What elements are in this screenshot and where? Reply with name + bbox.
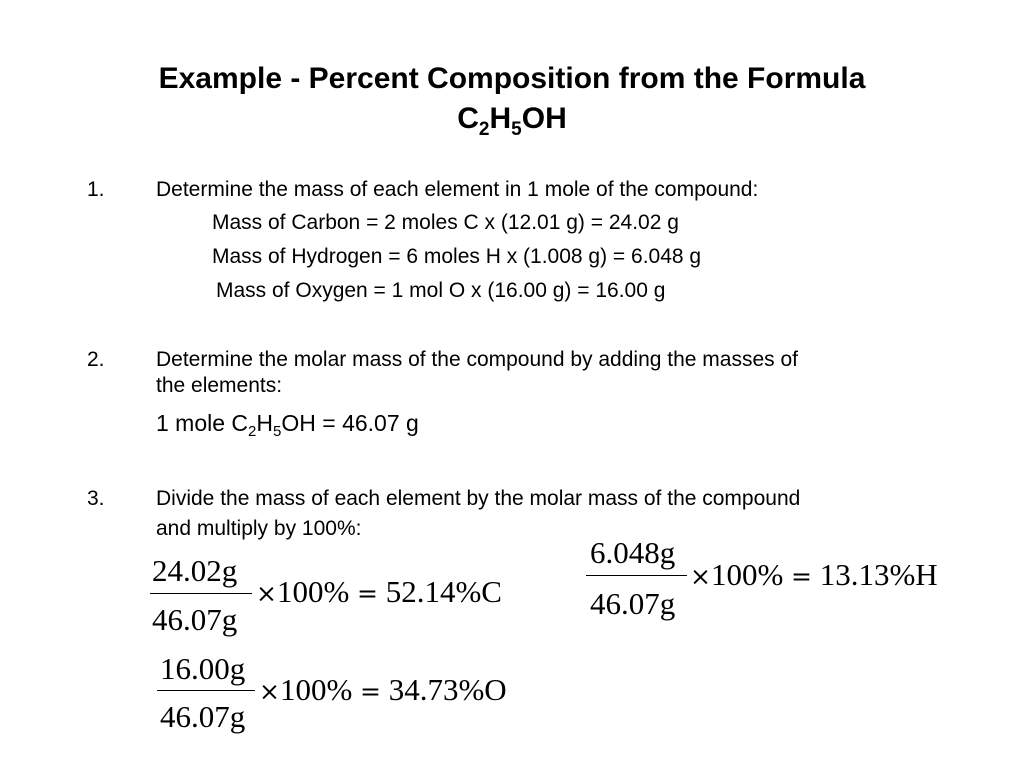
equals-symbol: = bbox=[791, 562, 812, 591]
carbon-numerator: 24.02g bbox=[152, 553, 238, 588]
result-prefix: 1 mole C bbox=[156, 410, 249, 436]
result-hydrogen-subscript: 5 bbox=[273, 423, 282, 440]
step-3-text-line-2: and multiply by 100%: bbox=[156, 517, 362, 540]
step-1-detail-carbon: Mass of Carbon = 2 moles C x (12.01 g) = 24.02 g bbox=[212, 211, 679, 234]
oxygen-result: 34.73%O bbox=[388, 672, 507, 707]
formula-hydroxyl: OH bbox=[521, 102, 567, 135]
result-suffix: OH = 46.07 g bbox=[281, 410, 419, 436]
oxygen-multiplier bbox=[259, 673, 507, 709]
hydrogen-denominator: 46.07g bbox=[590, 586, 676, 621]
slide-title-formula bbox=[0, 101, 1024, 140]
times-symbol: × bbox=[690, 562, 711, 591]
step-3-text-line-1: Divide the mass of each element by the molar mass of the compound bbox=[156, 487, 801, 510]
hydrogen-fraction-bar bbox=[586, 575, 687, 576]
carbon-percent: 100% bbox=[276, 574, 350, 609]
formula-hydrogen-subscript: 5 bbox=[511, 119, 522, 140]
step-2-molar-mass-result bbox=[156, 409, 419, 440]
result-hydrogen: H bbox=[256, 410, 274, 436]
step-2-text-line-2: the elements: bbox=[156, 374, 283, 397]
slide-title-text: Example - Percent Composition from the Formula bbox=[158, 62, 866, 95]
carbon-fraction-bar bbox=[150, 593, 252, 594]
equals-symbol: = bbox=[360, 677, 381, 706]
carbon-multiplier bbox=[256, 575, 502, 611]
step-1-text: Determine the mass of each element in 1 mole of the compound: bbox=[156, 178, 759, 201]
formula-carbon-subscript: 2 bbox=[478, 119, 490, 140]
step-1-detail-hydrogen: Mass of Hydrogen = 6 moles H x (1.008 g) = 6.048 g bbox=[212, 245, 702, 268]
oxygen-numerator: 16.00g bbox=[160, 651, 246, 686]
oxygen-percent: 100% bbox=[279, 672, 353, 707]
oxygen-fraction-bar bbox=[157, 690, 255, 691]
hydrogen-multiplier bbox=[690, 558, 938, 594]
oxygen-denominator: 46.07g bbox=[160, 699, 246, 734]
step-3-number: 3. bbox=[87, 487, 105, 510]
hydrogen-result: 13.13%H bbox=[819, 557, 938, 592]
step-2-text-line-1: Determine the molar mass of the compound by adding the masses of bbox=[156, 348, 798, 371]
times-symbol: × bbox=[259, 677, 280, 706]
step-1-detail-oxygen: Mass of Oxygen = 1 mol O x (16.00 g) = 16.00 g bbox=[216, 279, 666, 302]
step-2-number: 2. bbox=[87, 348, 105, 371]
equals-symbol: = bbox=[357, 579, 378, 608]
result-carbon-subscript: 2 bbox=[248, 423, 257, 440]
hydrogen-percent: 100% bbox=[710, 557, 784, 592]
hydrogen-numerator: 6.048g bbox=[590, 535, 676, 570]
formula-hydrogen: H bbox=[489, 102, 512, 135]
formula-carbon: C bbox=[457, 102, 479, 135]
carbon-result: 52.14%C bbox=[385, 574, 502, 609]
slide-title bbox=[0, 61, 1024, 97]
carbon-denominator: 46.07g bbox=[152, 602, 238, 637]
step-1-number: 1. bbox=[87, 178, 105, 201]
times-symbol: × bbox=[256, 579, 277, 608]
